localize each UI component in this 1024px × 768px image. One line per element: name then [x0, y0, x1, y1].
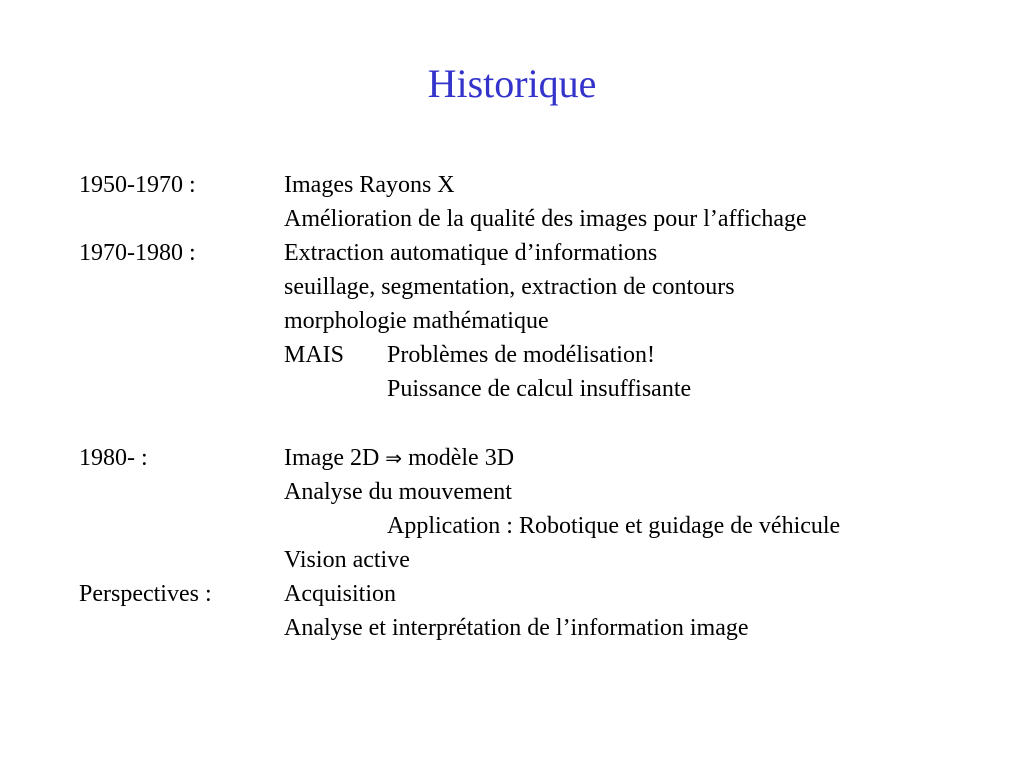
timeline-row: [0, 236, 1024, 270]
row-text-group: [284, 441, 514, 475]
timeline-row: [0, 475, 1024, 509]
timeline-row: [0, 577, 1024, 611]
row-text: Images Rayons X: [284, 172, 455, 198]
row-subtext: Puissance de calcul insuffisante: [387, 376, 692, 402]
timeline-row: [0, 611, 1024, 645]
row-text: Extraction automatique d’informations: [284, 240, 658, 266]
timeline-row: [0, 509, 1024, 543]
row-text: Acquisition: [284, 581, 396, 607]
row-subtext: Problèmes de modélisation!: [387, 342, 655, 368]
timeline-row: [0, 441, 1024, 475]
row-text: MAIS: [284, 342, 345, 368]
row-text: seuillage, segmentation, extraction de contours: [284, 274, 735, 300]
row-text: morphologie mathématique: [284, 308, 549, 334]
period-label: 1950-1970 :: [79, 172, 196, 198]
row-text: Vision active: [284, 547, 410, 573]
row-subtext: Application : Robotique et guidage de véhicule: [387, 513, 841, 539]
timeline-row: [0, 304, 1024, 338]
timeline-row: [0, 270, 1024, 304]
timeline-row: [0, 202, 1024, 236]
timeline-row: [0, 543, 1024, 577]
implies-arrow-icon: ⇒: [385, 446, 403, 470]
timeline-row: [0, 338, 1024, 372]
slide-title: Historique: [427, 61, 597, 106]
row-text-after: modèle 3D: [408, 445, 515, 471]
timeline-row: [0, 168, 1024, 202]
row-text: Analyse du mouvement: [284, 479, 512, 505]
row-text: Analyse et interprétation de l’information image: [284, 615, 749, 641]
row-text: Image 2D: [284, 445, 380, 471]
period-label: Perspectives :: [79, 581, 212, 607]
row-text: Amélioration de la qualité des images pour l’affichage: [284, 206, 807, 232]
period-label: 1970-1980 :: [79, 240, 196, 266]
timeline-row: [0, 372, 1024, 406]
period-label: 1980- :: [79, 445, 148, 471]
